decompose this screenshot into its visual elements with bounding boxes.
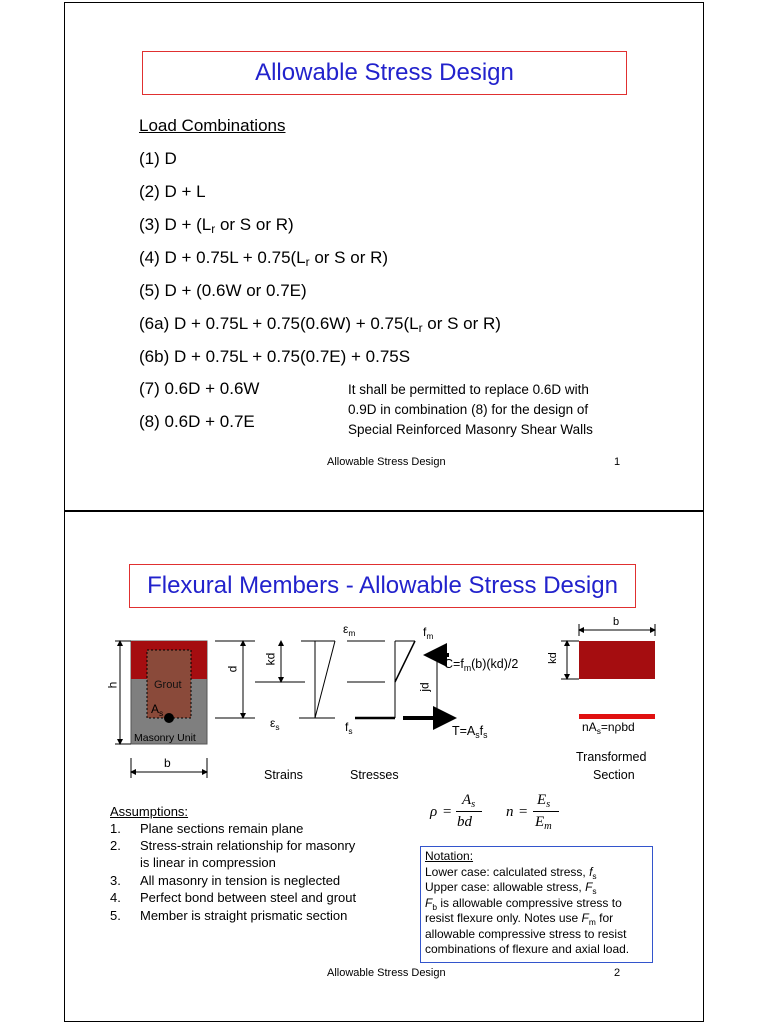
transformed-kd-label: kd <box>546 652 559 664</box>
page-number: 2 <box>614 967 621 979</box>
combo-4: (4) $D + 0.75L + 0.75(L_r$ or S or R) <box>139 248 389 269</box>
assumption-item: 1. Plane sections remain plane <box>110 821 304 836</box>
slide-title: Flexural Members - Allowable Stress Design <box>129 564 636 608</box>
epsilon-s-label: $\varepsilon_s$ <box>270 716 280 732</box>
notation-line: combinations of flexure and axial load. <box>425 942 630 956</box>
assumption-item: 3. All masonry in tension is neglected <box>110 873 341 888</box>
combo-1: (1) D <box>139 149 177 168</box>
combo-5: (5) D + (0.6W or 0.7E) <box>139 281 307 300</box>
assumption-item: 2. Stress-strain relationship for masonry <box>110 838 356 853</box>
notation-line: $F_b$ is allowable compressive stress to <box>425 895 622 912</box>
transformed-compression-block <box>579 641 655 679</box>
h-label: h <box>105 681 120 689</box>
slide-2: Flexural Members - Allowable Stress Design Grout $A_s$ Masonry Unit h b d kd jd $\varepsilon_m$ $\varepsilon_s$ $f_m$ $f_s$ $C=f_m(b)(kd)/2$ $T=A_sf_s$ Strains Stresses b kd $nA_s=n\rho bd$ Transformed Section ρ = $A_s$ bd n = $E_s$ $E_m$ Assumptions: 1. Plane sections remain plane 2. Stress-strain relationship for masonry is linear in compression 3. All masonry in tension is neglected 4. Perfect bond between steel and grout 5. Member is straight prismatic section Notation: Lower case: calculated stress, $f_s$ Upper case: allowable stress, $F_s$ $F_b$ is allowable compressive stress to resist flexure only. Notes use $F_m$ for allowable compressive stress to resist combinations of flexure and axial load. Allowable Stress Design 2 <box>64 511 704 1022</box>
combo-6b: (6b) D + 0.75L + 0.75(0.7E) + 0.75S <box>139 347 411 366</box>
strains-label: Strains <box>264 768 303 782</box>
slide-footer: Allowable Stress Design <box>327 967 446 979</box>
assumption-item: 4. Perfect bond between steel and grout <box>110 890 357 905</box>
slide-footer: Allowable Stress Design <box>327 456 446 468</box>
compression-force-label: $C=f_m(b)(kd)/2$ <box>444 657 519 673</box>
section-heading: Load Combinations <box>139 116 286 135</box>
notation-box <box>420 846 653 963</box>
kd-label: kd <box>263 652 278 666</box>
assumptions-heading: Assumptions: <box>110 804 189 819</box>
slide-1 <box>64 2 704 511</box>
grout-label: Grout <box>154 679 182 691</box>
combo-8: (8) 0.6D + 0.7E <box>139 412 255 431</box>
section-label: Section <box>593 768 635 782</box>
combo-2: (2) D + L <box>139 182 206 201</box>
fm-label: $f_m$ <box>423 625 434 641</box>
nas-label: $nA_s=n\rho bd$ <box>582 720 635 736</box>
page-number: 1 <box>614 456 621 468</box>
epsilon-m-label: $\varepsilon_m$ <box>343 622 356 638</box>
fs-label: $f_s$ <box>345 720 353 736</box>
masonry-unit-label: Masonry Unit <box>134 732 196 744</box>
notation-line: resist flexure only. Notes use $F_m$ for <box>425 911 614 927</box>
notation-line: allowable compressive stress to resist <box>425 926 627 941</box>
stresses-label: Stresses <box>350 768 399 782</box>
assumption-item: is linear in compression <box>140 855 276 870</box>
as-label: $A_s$ <box>151 702 164 718</box>
notation-line: Lower case: calculated stress, $f_s$ <box>425 864 597 881</box>
transformed-steel-bar <box>579 714 655 719</box>
notation-title: Notation: <box>425 849 474 863</box>
combo-7: (7) 0.6D + 0.6W <box>139 379 260 398</box>
transformed-b-label: b <box>613 616 620 628</box>
replacement-note-line-3: Special Reinforced Masonry Shear Walls <box>348 422 593 437</box>
d-label: d <box>225 665 240 673</box>
jd-label: jd <box>417 682 432 692</box>
rebar-shape <box>164 713 174 723</box>
transformed-label: Transformed <box>576 750 647 764</box>
combo-3: (3) $D + (L_r$ or S or R) <box>139 215 294 236</box>
notation-line: Upper case: allowable stress, $F_s$ <box>425 880 597 896</box>
replacement-note-line-2: 0.9D in combination (8) for the design of <box>348 402 589 417</box>
slide-title: Allowable Stress Design <box>142 51 627 95</box>
replacement-note-line-1: It shall be permitted to replace 0.6D with <box>348 382 589 397</box>
assumption-item: 5. Member is straight prismatic section <box>110 908 348 923</box>
tension-force-label: $T=A_sf_s$ <box>452 724 488 740</box>
b-label: b <box>164 756 171 770</box>
combo-6a: (6a) $D + 0.75L + 0.75(0.6W) + 0.75(L_r$ or S or R) <box>139 314 501 335</box>
